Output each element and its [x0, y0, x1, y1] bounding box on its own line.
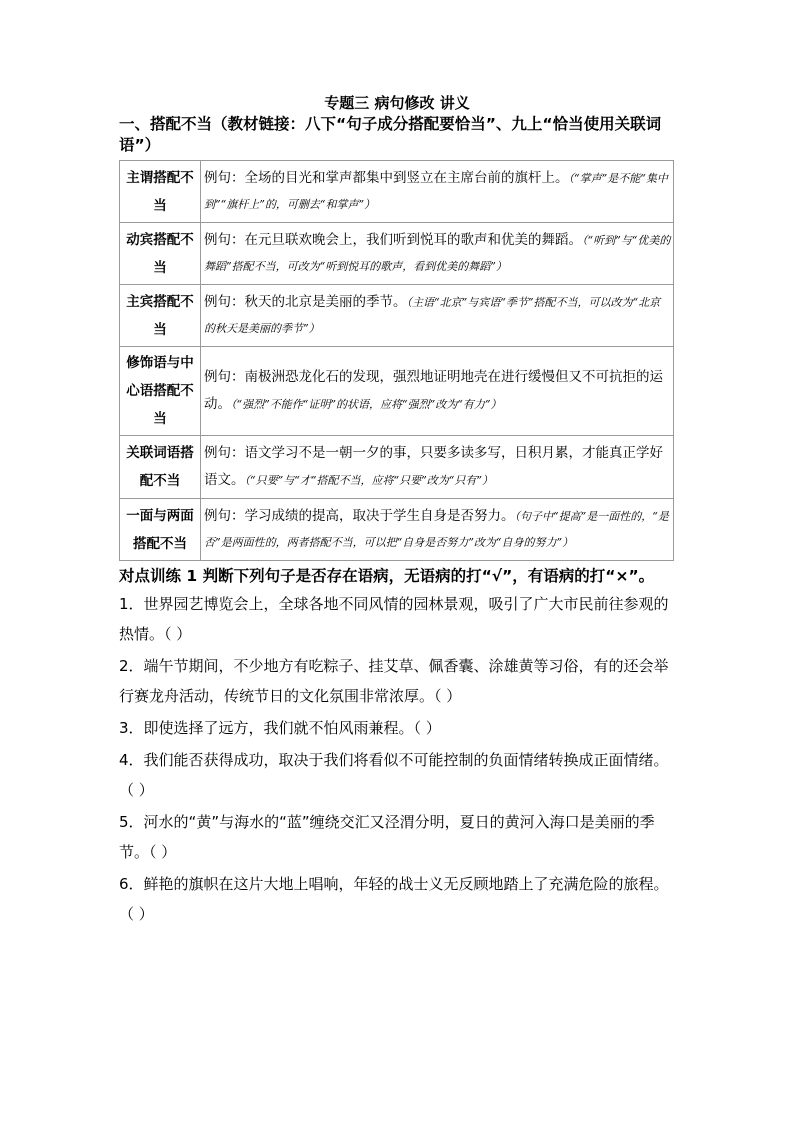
rules-table	[119, 160, 674, 561]
example-note: （句子中“提高”是一面性的，“是否”是两面性的，两者搭配不当，可以把“自身是否努力”改为“自身的努力”）	[204, 510, 669, 549]
example-sentence: 例句：语文学习不是一朝一夕的事，只要多读多写，日积月累，才能真正学好语文。	[204, 445, 663, 488]
category-cell: 主谓搭配不当	[120, 161, 201, 223]
example-sentence: 例句：全场的目光和掌声都集中到竖立在主席台前的旗杆上。	[204, 170, 569, 186]
table-row	[120, 161, 674, 223]
example-note: （“强烈”不能作“证明”的状语，应将“强烈”改为“有力”）	[231, 398, 502, 411]
table-row	[120, 499, 674, 561]
table-row	[120, 347, 674, 436]
document-title: 专题三 病句修改 讲义	[324, 94, 470, 112]
exercise-item: 1．世界园艺博览会上，全球各地不同风情的园林景观，吸引了广大市民前往参观的热情。（ ）	[119, 595, 669, 643]
example-sentence: 例句：学习成绩的提高，取决于学生自身是否努力。	[204, 508, 515, 524]
example-note: （主语“北京”与宾语“季节”搭配不当，可以改为“北京的秋天是美丽的季节”）	[204, 296, 661, 335]
example-sentence: 例句：在元旦联欢晚会上，我们听到悦耳的歌声和优美的舞蹈。	[204, 232, 582, 248]
exercise-item: 4．我们能否获得成功，取决于我们将看似不可能控制的负面情绪转换成正面情绪。（ ）	[119, 751, 669, 799]
exercise-item: 2．端午节期间，不少地方有吃粽子、挂艾草、佩香囊、涂雄黄等习俗，有的还会举行赛龙舟活动，传统节日的文化氛围非常浓厚。（ ）	[119, 657, 669, 705]
example-sentence: 例句：秋天的北京是美丽的季节。	[204, 294, 407, 310]
example-cell	[201, 436, 674, 499]
table-row	[120, 285, 674, 347]
section-heading: 一、搭配不当（教材链接：八下“句子成分搭配要恰当”、九上“恰当使用关联词语”）	[119, 115, 662, 154]
example-cell	[201, 347, 674, 436]
category-cell: 关联词语搭配不当	[120, 436, 201, 499]
example-note: （“听到”与“优美的舞蹈”搭配不当，可改为“听到悦耳的歌声，看到优美的舞蹈”）	[204, 234, 671, 273]
category-cell: 主宾搭配不当	[120, 285, 201, 347]
category-cell: 一面与两面搭配不当	[120, 499, 201, 561]
example-sentence: 例句：南极洲恐龙化石的发现，强烈地证明地壳在进行缓慢但又不可抗拒的运动。	[204, 369, 663, 412]
example-note: （“只要”与“才”搭配不当，应将“只要”改为“只有”）	[244, 474, 493, 487]
exercise-heading: 对点训练 1 判断下列句子是否存在语病，无语病的打“√”，有语病的打“×”。	[119, 567, 655, 585]
category-cell: 动宾搭配不当	[120, 223, 201, 285]
example-cell	[201, 161, 674, 223]
table-row	[120, 436, 674, 499]
category-cell: 修饰语与中心语搭配不当	[120, 347, 201, 436]
example-cell	[201, 285, 674, 347]
table-row	[120, 223, 674, 285]
exercise-item: 3．即使选择了远方，我们就不怕风雨兼程。（ ）	[119, 719, 441, 737]
document-page	[119, 92, 675, 931]
exercise-item: 5．河水的“黄”与海水的“蓝”缠绕交汇又泾渭分明，夏日的黄河入海口是美丽的季节。（ ）	[119, 813, 655, 861]
example-note: （“掌声”是不能“集中到”“旗杆上”的，可删去“和掌声”）	[204, 172, 668, 211]
example-cell	[201, 223, 674, 285]
exercise-item: 6．鲜艳的旗帜在这片大地上唱响，年轻的战士义无反顾地踏上了充满危险的旅程。（ ）	[119, 875, 669, 923]
example-cell	[201, 499, 674, 561]
